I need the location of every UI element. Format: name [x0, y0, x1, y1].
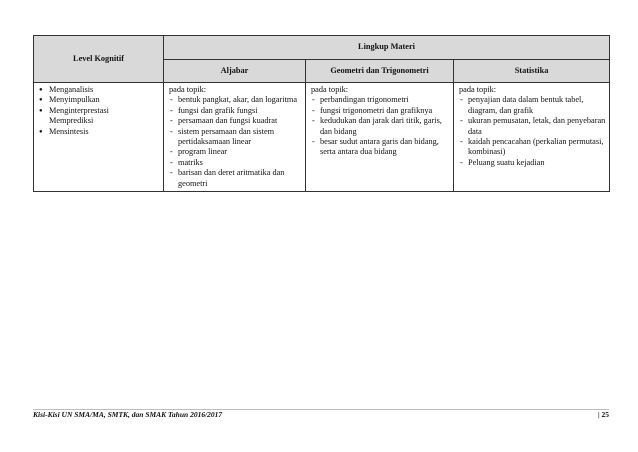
list-item: Memprediksi [49, 116, 94, 126]
list-item: ● Mensintesis [39, 127, 160, 137]
level-kognitif-cell [34, 83, 164, 192]
geometri-intro: pada topik: [311, 85, 349, 94]
list-item: - penyajian data dalam bentuk tabel, diagram, dan grafik [459, 95, 606, 116]
geometri-header: Geometri dan Trigonometri [306, 59, 454, 83]
list-item: - barisan dan deret aritmatika dan geometri [169, 168, 302, 189]
list-item: - program linear [169, 147, 302, 157]
list-item: - matriks [169, 158, 302, 168]
aljabar-intro: pada topik: [169, 85, 207, 94]
footer-title: Kisi-Kisi UN SMA/MA, SMTK, dan SMAK Tahun 2016/2017 [33, 410, 223, 419]
list-item: - Peluang suatu kejadian [459, 158, 606, 168]
list-item: - bentuk pangkat, akar, dan logaritma [169, 95, 302, 105]
statistika-list [459, 95, 606, 168]
list-item: ● Menganalisis [39, 85, 160, 95]
kisi-kisi-table [33, 35, 610, 192]
list-item: - sistem persamaan dan sistem pertidaksamaan linear [169, 127, 302, 148]
statistika-header: Statistika [454, 59, 610, 83]
level-kognitif-header: Level Kognitif [34, 36, 164, 83]
list-item: ● Menginterprestasi [39, 106, 160, 116]
geometri-cell [306, 83, 454, 192]
page-number: | 25 [597, 410, 609, 419]
list-item: - kaidah pencacahan (perkalian permutasi, kombinasi) [459, 137, 606, 158]
aljabar-cell [164, 83, 306, 192]
list-item: - persamaan dan fungsi kuadrat [169, 116, 302, 126]
list-item: - fungsi dan grafik fungsi [169, 106, 302, 116]
list-item: - perbandingan trigonometri [311, 95, 450, 105]
lingkup-materi-header: Lingkup Materi [164, 36, 610, 60]
table-row [34, 83, 610, 192]
list-item: - fungsi trigonometri dan grafiknya [311, 106, 450, 116]
list-item: ● Menyimpulkan [39, 95, 160, 105]
list-item: - kedudukan dan jarak dari titik, garis, dan bidang [311, 116, 450, 137]
aljabar-header: Aljabar [164, 59, 306, 83]
geometri-list [311, 95, 450, 157]
list-item: - besar sudut antara garis dan bidang, serta antara dua bidang [311, 137, 450, 158]
statistika-intro: pada topik: [459, 85, 497, 94]
list-item: - ukuran pemusatan, letak, dan penyebaran data [459, 116, 606, 137]
aljabar-list [169, 95, 302, 189]
statistika-cell [454, 83, 610, 192]
level-kognitif-list [39, 85, 160, 137]
